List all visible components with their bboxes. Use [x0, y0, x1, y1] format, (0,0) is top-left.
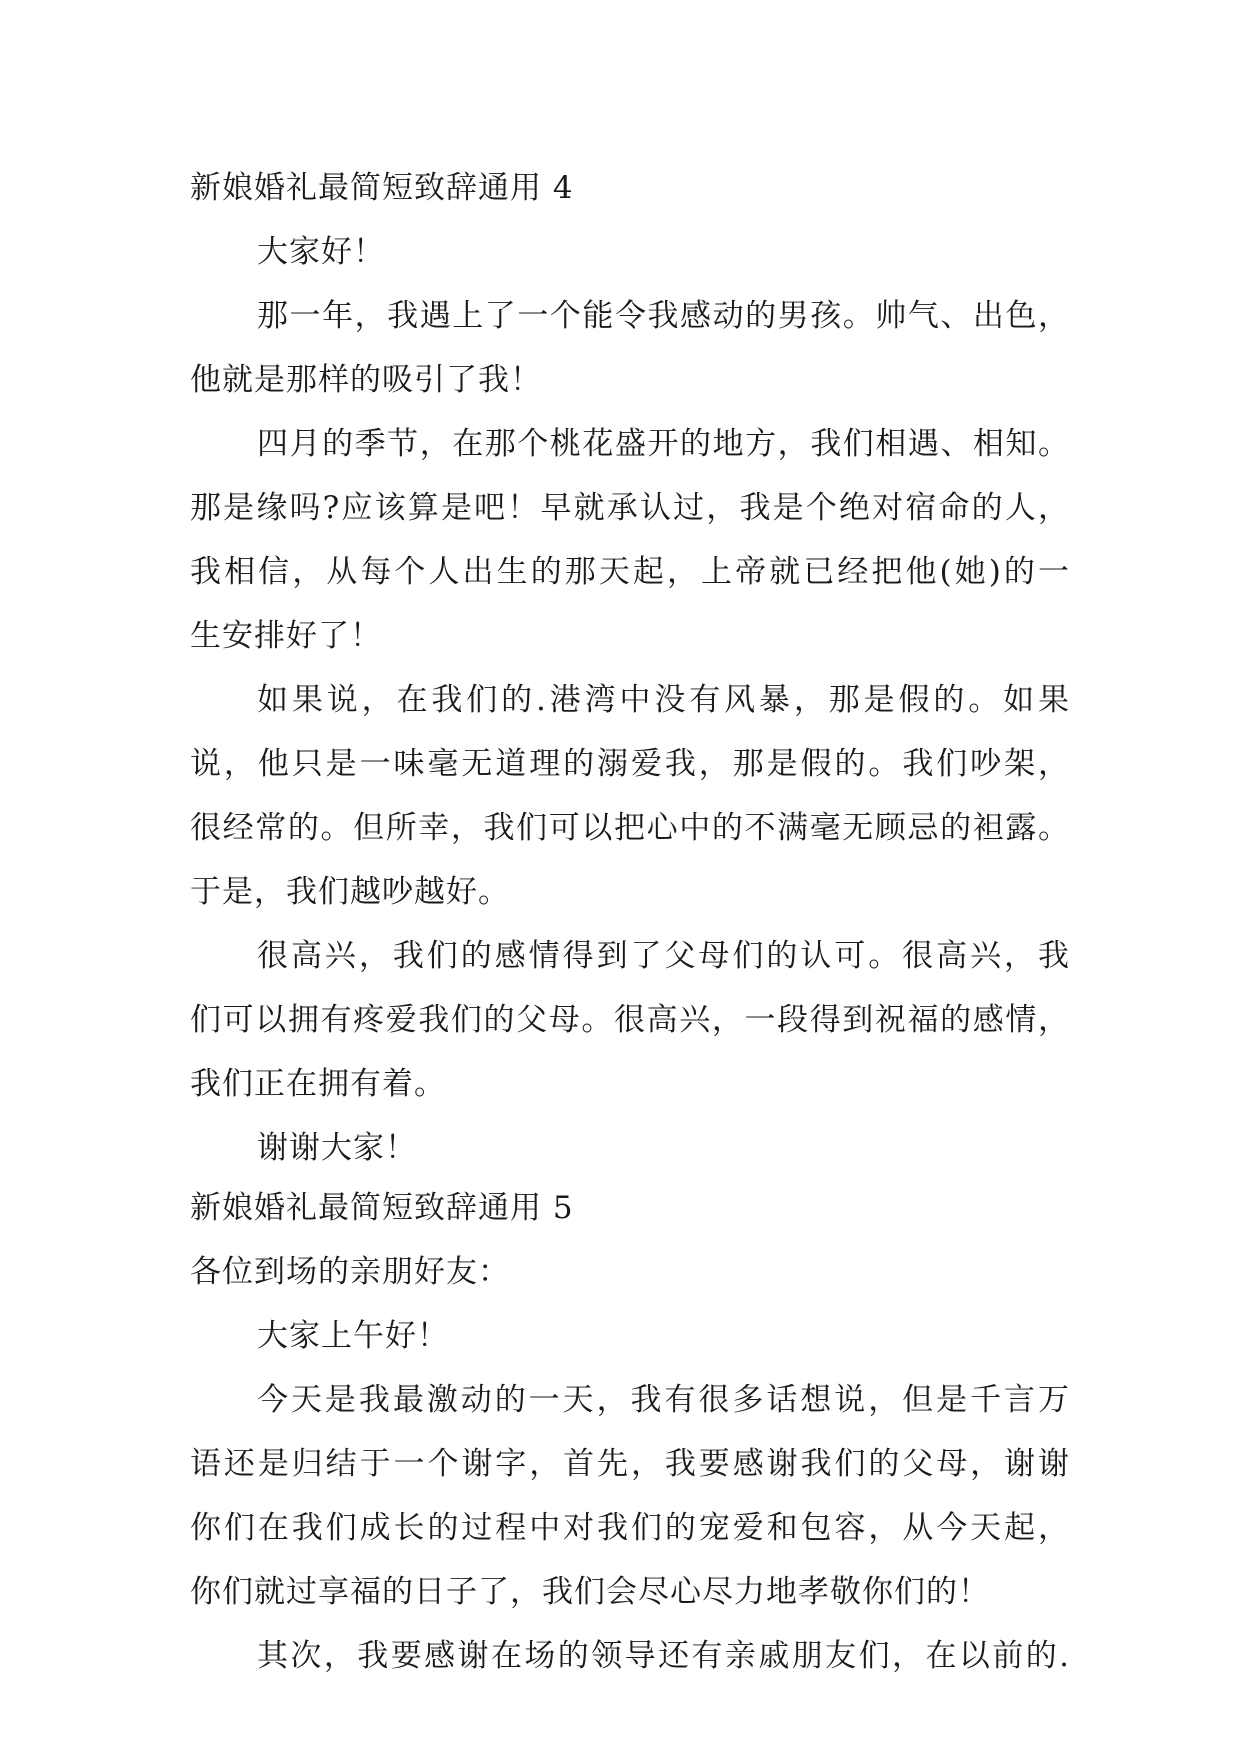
salutation-line: 各位到场的亲朋好友： [190, 1254, 510, 1290]
paragraph-line: 我相信，从每个人出生的那天起，上帝就已经把他(她)的一 [190, 554, 1070, 590]
paragraph-line: 说，他只是一味毫无道理的溺爱我，那是假的。我们吵架， [190, 746, 1070, 782]
paragraph-line: 那一年，我遇上了一个能令我感动的男孩。帅气、出色， [257, 298, 1070, 334]
greeting-line: 大家好！ [257, 234, 385, 270]
greeting-line: 大家上午好！ [257, 1318, 449, 1354]
paragraph-line: 今天是我最激动的一天，我有很多话想说，但是千言万 [257, 1382, 1070, 1418]
paragraph-line: 你们在我们成长的过程中对我们的宠爱和包容，从今天起， [190, 1510, 1070, 1546]
paragraph-line: 如果说，在我们的.港湾中没有风暴，那是假的。如果 [257, 682, 1070, 718]
paragraph-line: 们可以拥有疼爱我们的父母。很高兴，一段得到祝福的感情， [190, 1002, 1070, 1038]
paragraph-line: 语还是归结于一个谢字，首先，我要感谢我们的父母，谢谢 [190, 1446, 1070, 1482]
paragraph-line: 其次，我要感谢在场的领导还有亲戚朋友们，在以前的. [257, 1638, 1070, 1674]
section-heading-5: 新娘婚礼最简短致辞通用 5 [190, 1190, 574, 1226]
paragraph-line: 很经常的。但所幸，我们可以把心中的不满毫无顾忌的袒露。 [190, 810, 1070, 846]
paragraph-line: 四月的季节，在那个桃花盛开的地方，我们相遇、相知。 [257, 426, 1070, 462]
section-heading-4: 新娘婚礼最简短致辞通用 4 [190, 170, 574, 206]
paragraph-line: 他就是那样的吸引了我！ [190, 362, 542, 398]
paragraph-line: 生安排好了！ [190, 618, 382, 654]
paragraph-line: 那是缘吗?应该算是吧！早就承认过，我是个绝对宿命的人， [190, 490, 1070, 526]
closing-line: 谢谢大家！ [257, 1130, 417, 1166]
paragraph-line: 于是，我们越吵越好。 [190, 874, 510, 910]
paragraph-line: 很高兴，我们的感情得到了父母们的认可。很高兴，我 [257, 938, 1070, 974]
paragraph-line: 我们正在拥有着。 [190, 1066, 446, 1102]
paragraph-line: 你们就过享福的日子了，我们会尽心尽力地孝敬你们的！ [190, 1574, 990, 1610]
